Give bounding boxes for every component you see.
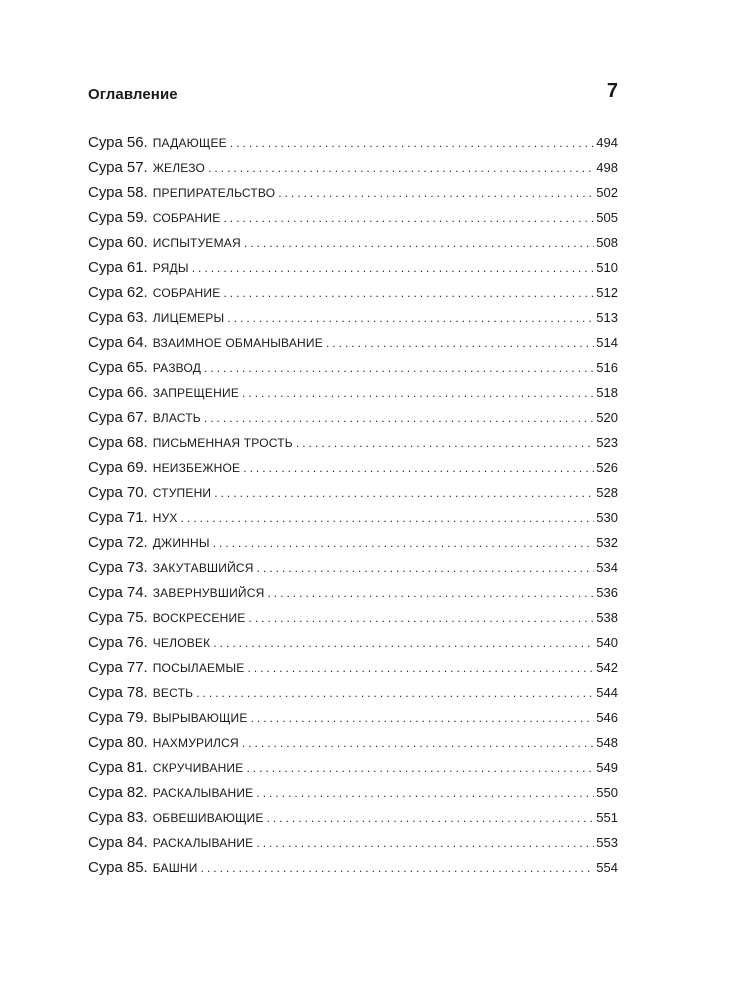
toc-entry-title: РЯДЫ: [152, 261, 189, 275]
dot-leader: [223, 281, 594, 306]
toc-entry-page: 518: [596, 385, 618, 400]
dot-leader: [278, 181, 594, 206]
toc-entry-prefix: Сура: [88, 709, 123, 726]
toc-entry: [88, 480, 618, 505]
toc-entry: [88, 730, 618, 755]
toc-entry: [88, 455, 618, 480]
toc-entry-prefix: Сура: [88, 359, 123, 376]
toc-entry-number: 61.: [126, 259, 148, 276]
toc-entry-title: ЖЕЛЕЗО: [152, 161, 206, 175]
toc-entry: [88, 680, 618, 705]
toc-entry-title: НАХМУРИЛСЯ: [152, 736, 239, 750]
toc-entry-page: 551: [596, 810, 618, 825]
toc-entry-title: ВЗАИМНОЕ ОБМАНЫВАНИЕ: [152, 336, 323, 350]
toc-entry: [88, 255, 618, 280]
toc-entry-page: 549: [596, 760, 618, 775]
toc-entry-title: РАСКАЛЫВАНИЕ: [152, 836, 254, 850]
toc-entry-page: 532: [596, 535, 618, 550]
dot-leader: [208, 156, 594, 181]
toc-entry-title: ПРЕПИРАТЕЛЬСТВО: [152, 186, 276, 200]
toc-entry: [88, 280, 618, 305]
toc-entry-number: 83.: [126, 809, 148, 826]
toc-entry-number: 79.: [126, 709, 148, 726]
toc-entry-number: 84.: [126, 834, 148, 851]
toc-entry-number: 78.: [126, 684, 148, 701]
toc-entry-title: ЗАКУТАВШИЙСЯ: [152, 561, 254, 575]
toc-entry: [88, 230, 618, 255]
toc-entry-prefix: Сура: [88, 409, 123, 426]
toc-entry-title: СОБРАНИЕ: [152, 286, 221, 300]
toc-entry-prefix: Сура: [88, 309, 123, 326]
toc-entry-prefix: Сура: [88, 159, 123, 176]
toc-entry-page: 553: [596, 835, 618, 850]
toc-entry: [88, 805, 618, 830]
toc-entry-prefix: Сура: [88, 184, 123, 201]
toc-entry: [88, 430, 618, 455]
dot-leader: [257, 556, 595, 581]
dot-leader: [242, 381, 594, 406]
toc-entry-page: 513: [596, 310, 618, 325]
toc-entry-page: 502: [596, 185, 618, 200]
toc-entry-prefix: Сура: [88, 859, 123, 876]
toc-entry: [88, 205, 618, 230]
toc-entry-page: 536: [596, 585, 618, 600]
dot-leader: [247, 656, 594, 681]
toc-entry-page: 514: [596, 335, 618, 350]
toc-entry-number: 77.: [126, 659, 148, 676]
toc-entry: [88, 305, 618, 330]
toc-entry-prefix: Сура: [88, 209, 123, 226]
dot-leader: [256, 781, 594, 806]
toc-entry-number: 63.: [126, 309, 148, 326]
toc-entry-page: 512: [596, 285, 618, 300]
toc-entry: [88, 705, 618, 730]
toc-entry: [88, 855, 618, 880]
header-title: Оглавление: [88, 86, 178, 103]
toc-entry: [88, 155, 618, 180]
toc-entry-prefix: Сура: [88, 559, 123, 576]
toc-entry: [88, 355, 618, 380]
toc-entry-page: 538: [596, 610, 618, 625]
dot-leader: [204, 406, 594, 431]
dot-leader: [267, 806, 595, 831]
toc-entry-prefix: Сура: [88, 684, 123, 701]
toc-entry-number: 68.: [126, 434, 148, 451]
toc-entry-prefix: Сура: [88, 284, 123, 301]
toc-entry: [88, 630, 618, 655]
toc-entry: [88, 580, 618, 605]
dot-leader: [267, 581, 594, 606]
dot-leader: [214, 481, 594, 506]
toc-entry-title: ПОСЫЛАЕМЫЕ: [152, 661, 245, 675]
toc-entry-number: 65.: [126, 359, 148, 376]
toc-entry: [88, 780, 618, 805]
toc-entry-number: 75.: [126, 609, 148, 626]
toc-entry-number: 74.: [126, 584, 148, 601]
dot-leader: [213, 531, 595, 556]
toc-entry-page: 548: [596, 735, 618, 750]
toc-entry-prefix: Сура: [88, 634, 123, 651]
toc-entry-prefix: Сура: [88, 384, 123, 401]
toc-entry: [88, 405, 618, 430]
toc-entry: [88, 130, 618, 155]
toc-entry-number: 67.: [126, 409, 148, 426]
toc-entry-title: ВЫРЫВАЮЩИЕ: [152, 711, 248, 725]
dot-leader: [249, 606, 595, 631]
dot-leader: [326, 331, 594, 356]
toc-entry-number: 72.: [126, 534, 148, 551]
toc-entry-prefix: Сура: [88, 734, 123, 751]
toc-entry-page: 494: [596, 135, 618, 150]
toc-entry-title: РАСКАЛЫВАНИЕ: [152, 786, 254, 800]
toc-entry-title: РАЗВОД: [152, 361, 202, 375]
toc-entry-prefix: Сура: [88, 534, 123, 551]
toc-entry-number: 64.: [126, 334, 148, 351]
toc-entry-page: 534: [596, 560, 618, 575]
toc-entry-prefix: Сура: [88, 809, 123, 826]
toc-entry-prefix: Сура: [88, 584, 123, 601]
toc-entry-page: 530: [596, 510, 618, 525]
toc-entry-prefix: Сура: [88, 609, 123, 626]
toc-entry-page: 508: [596, 235, 618, 250]
toc-entry-title: ВОСКРЕСЕНИЕ: [152, 611, 246, 625]
toc-entry-page: 546: [596, 710, 618, 725]
toc-entry-title: СОБРАНИЕ: [152, 211, 221, 225]
toc-entry-title: ДЖИННЫ: [152, 536, 210, 550]
toc-entry-prefix: Сура: [88, 259, 123, 276]
toc-entry-prefix: Сура: [88, 834, 123, 851]
toc-entry-page: 516: [596, 360, 618, 375]
toc-entry-prefix: Сура: [88, 459, 123, 476]
toc-entry-number: 62.: [126, 284, 148, 301]
toc-entry-number: 58.: [126, 184, 148, 201]
dot-leader: [243, 456, 594, 481]
dot-leader: [246, 756, 594, 781]
toc-entry-page: 510: [596, 260, 618, 275]
toc-entry-number: 73.: [126, 559, 148, 576]
dot-leader: [201, 856, 595, 881]
dot-leader: [181, 506, 595, 531]
dot-leader: [227, 306, 594, 331]
toc-entry-page: 540: [596, 635, 618, 650]
page-number: 7: [606, 80, 618, 102]
toc-entry-page: 523: [596, 435, 618, 450]
dot-leader: [192, 256, 595, 281]
toc-entry-title: ИСПЫТУЕМАЯ: [152, 236, 241, 250]
toc-entry-page: 550: [596, 785, 618, 800]
toc-entry-page: 544: [596, 685, 618, 700]
toc-entry-page: 542: [596, 660, 618, 675]
toc-entry-number: 76.: [126, 634, 148, 651]
toc-entry-title: СТУПЕНИ: [152, 486, 212, 500]
toc-entry-number: 69.: [126, 459, 148, 476]
dot-leader: [244, 231, 594, 256]
toc-entry: [88, 555, 618, 580]
dot-leader: [213, 631, 594, 656]
toc-entry-prefix: Сура: [88, 784, 123, 801]
toc-entry-number: 59.: [126, 209, 148, 226]
toc-entry-page: 528: [596, 485, 618, 500]
toc-entry-number: 66.: [126, 384, 148, 401]
toc-entry-title: ЧЕЛОВЕК: [152, 636, 211, 650]
toc-entry-title: БАШНИ: [152, 861, 198, 875]
toc-entry: [88, 180, 618, 205]
toc-entry: [88, 505, 618, 530]
dot-leader: [296, 431, 594, 456]
toc-entry-number: 71.: [126, 509, 148, 526]
toc-entry-prefix: Сура: [88, 234, 123, 251]
dot-leader: [251, 706, 595, 731]
toc-entry-prefix: Сура: [88, 484, 123, 501]
toc-entry-page: 505: [596, 210, 618, 225]
toc-entry: [88, 830, 618, 855]
toc-entry-number: 82.: [126, 784, 148, 801]
dot-leader: [204, 356, 594, 381]
toc-entry: [88, 530, 618, 555]
toc-entry-page: 498: [596, 160, 618, 175]
toc-entry-title: ПАДАЮЩЕЕ: [152, 136, 227, 150]
toc-entry-title: ЗАВЕРНУВШИЙСЯ: [152, 586, 265, 600]
toc-entry-number: 56.: [126, 134, 148, 151]
toc-entry-page: 554: [596, 860, 618, 875]
toc-entry-number: 60.: [126, 234, 148, 251]
toc-entry-title: ВЕСТЬ: [152, 686, 194, 700]
toc-entry-title: ЗАПРЕЩЕНИЕ: [152, 386, 240, 400]
toc-entry-number: 80.: [126, 734, 148, 751]
toc-entry-prefix: Сура: [88, 759, 123, 776]
toc-entry-number: 81.: [126, 759, 148, 776]
dot-leader: [223, 206, 594, 231]
toc-entry-prefix: Сура: [88, 659, 123, 676]
dot-leader: [196, 681, 594, 706]
toc-entry-prefix: Сура: [88, 334, 123, 351]
toc-entry: [88, 330, 618, 355]
dot-leader: [230, 131, 594, 156]
toc-entry-title: ПИСЬМЕННАЯ ТРОСТЬ: [152, 436, 293, 450]
toc-entry: [88, 605, 618, 630]
toc-entry: [88, 380, 618, 405]
dot-leader: [242, 731, 594, 756]
toc-entry-number: 57.: [126, 159, 148, 176]
toc-entry-title: ВЛАСТЬ: [152, 411, 201, 425]
toc-entry-title: НЕИЗБЕЖНОЕ: [152, 461, 241, 475]
toc-entry-title: ЛИЦЕМЕРЫ: [152, 311, 225, 325]
toc-entry-prefix: Сура: [88, 134, 123, 151]
toc-entry-number: 85.: [126, 859, 148, 876]
toc-entry: [88, 755, 618, 780]
toc-entry-title: НУХ: [152, 511, 178, 525]
toc-entry: [88, 655, 618, 680]
toc-entry-prefix: Сура: [88, 509, 123, 526]
toc-entry-title: ОБВЕШИВАЮЩИЕ: [152, 811, 264, 825]
toc-entry-page: 526: [596, 460, 618, 475]
running-header: [88, 80, 618, 110]
table-of-contents: [88, 130, 618, 880]
toc-entry-title: СКРУЧИВАНИЕ: [152, 761, 244, 775]
toc-entry-number: 70.: [126, 484, 148, 501]
dot-leader: [256, 831, 594, 856]
toc-entry-page: 520: [596, 410, 618, 425]
toc-entry-prefix: Сура: [88, 434, 123, 451]
